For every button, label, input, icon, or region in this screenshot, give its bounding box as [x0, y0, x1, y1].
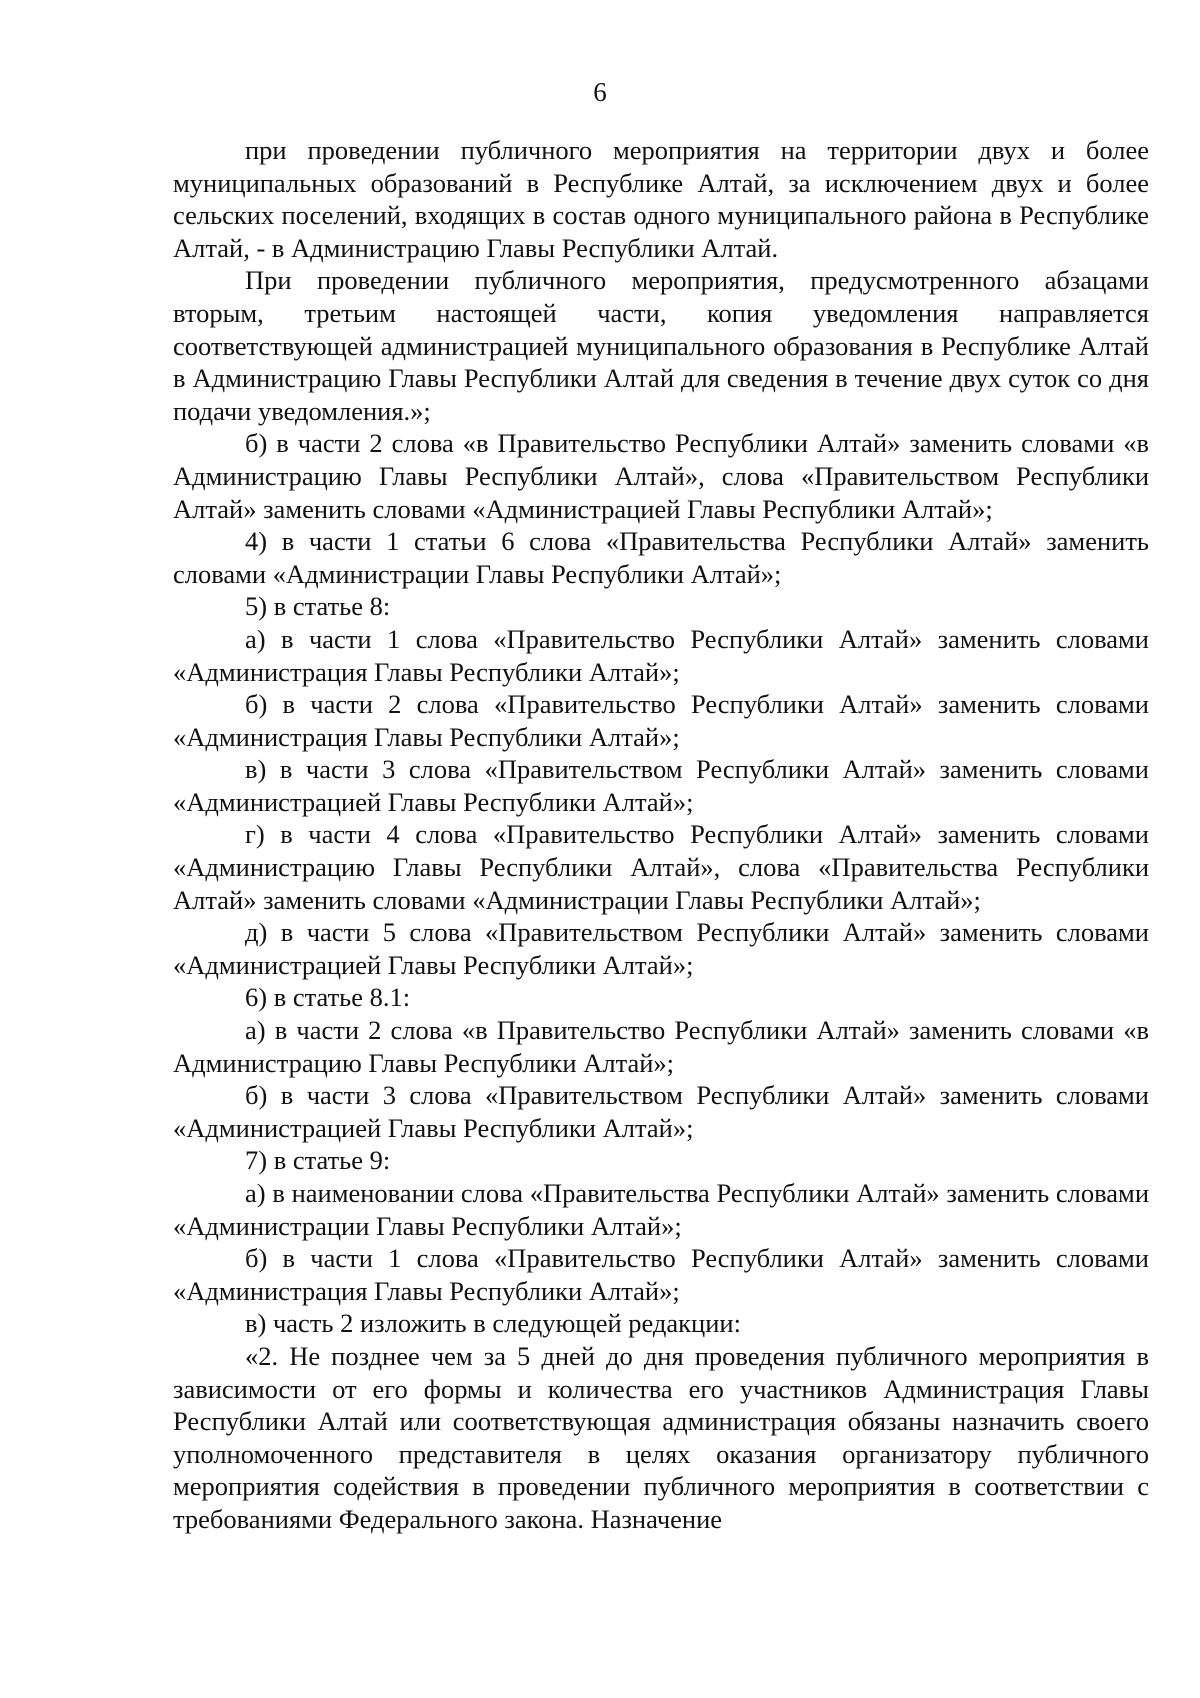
page-number: 6	[593, 77, 607, 107]
paragraph: При проведении публичного мероприятия, предусмотренного абзацами вторым, третьим настоящей части, копия уведомления направляется соответствующей администрацией муниципального образования в Республике Алтай в Администрацию Главы Республики Алтай для сведения в течение двух суток со дня подачи уведомления.»;	[173, 265, 1149, 426]
paragraph: а) в части 1 слова «Правительство Республики Алтай» заменить словами «Администрация Главы Республики Алтай»;	[173, 623, 1149, 687]
document-body	[173, 134, 1149, 1536]
paragraph: а) в части 2 слова «в Правительство Республики Алтай» заменить словами «в Администрацию Главы Республики Алтай»;	[173, 1015, 1149, 1078]
paragraph: а) в наименовании слова «Правительства Республики Алтай» заменить словами «Администрации Главы Республики Алтай»;	[173, 1178, 1149, 1241]
paragraph: при проведении публичного мероприятия на территории двух и более муниципальных образований в Республике Алтай, за исключением двух и более сельских поселений, входящих в состав одного муниципального района в Республике Алтай, - в Администрацию Главы Республики Алтай.	[173, 135, 1149, 263]
paragraph: г) в части 4 слова «Правительство Республики Алтай» заменить словами «Администрацию Главы Республики Алтай», слова «Правительства Республики Алтай» заменить словами «Администрации Главы Республики Алтай»;	[173, 819, 1149, 915]
paragraph: в) часть 2 изложить в следующей редакции:	[245, 1308, 741, 1339]
paragraph: 7) в статье 9:	[245, 1145, 391, 1176]
paragraph: «2. Не позднее чем за 5 дней до дня проведения публичного мероприятия в зависимости от его формы и количества его участников Администрация Главы Республики Алтай или соответствующая администрация обязаны назначить своего уполномоченного представителя в целях оказания организатору публичного мероприятия содействия в проведении публичного мероприятия в соответствии с требованиями Федерального закона. Назначение	[173, 1340, 1149, 1534]
paragraph: д) в части 5 слова «Правительством Республики Алтай» заменить словами «Администрацией Главы Республики Алтай»;	[173, 917, 1149, 980]
paragraph: б) в части 2 слова «в Правительство Республики Алтай» заменить словами «в Администрацию Главы Республики Алтай», слова «Правительством Республики Алтай» заменить словами «Администрацией Главы Республики Алтай»;	[173, 428, 1149, 524]
paragraph: 5) в статье 8:	[245, 591, 391, 622]
paragraph: б) в части 1 слова «Правительство Республики Алтай» заменить словами «Администрация Главы Республики Алтай»;	[173, 1243, 1149, 1306]
paragraph: 4) в части 1 статьи 6 слова «Правительства Республики Алтай» заменить словами «Администрации Главы Республики Алтай»;	[173, 526, 1149, 589]
paragraph: б) в части 3 слова «Правительством Республики Алтай» заменить словами «Администрацией Главы Республики Алтай»;	[173, 1080, 1149, 1143]
paragraph: в) в части 3 слова «Правительством Республики Алтай» заменить словами «Администрацией Главы Республики Алтай»;	[173, 754, 1149, 817]
paragraph: б) в части 2 слова «Правительство Республики Алтай» заменить словами «Администрация Главы Республики Алтай»;	[173, 689, 1149, 752]
paragraph: 6) в статье 8.1:	[245, 982, 411, 1013]
